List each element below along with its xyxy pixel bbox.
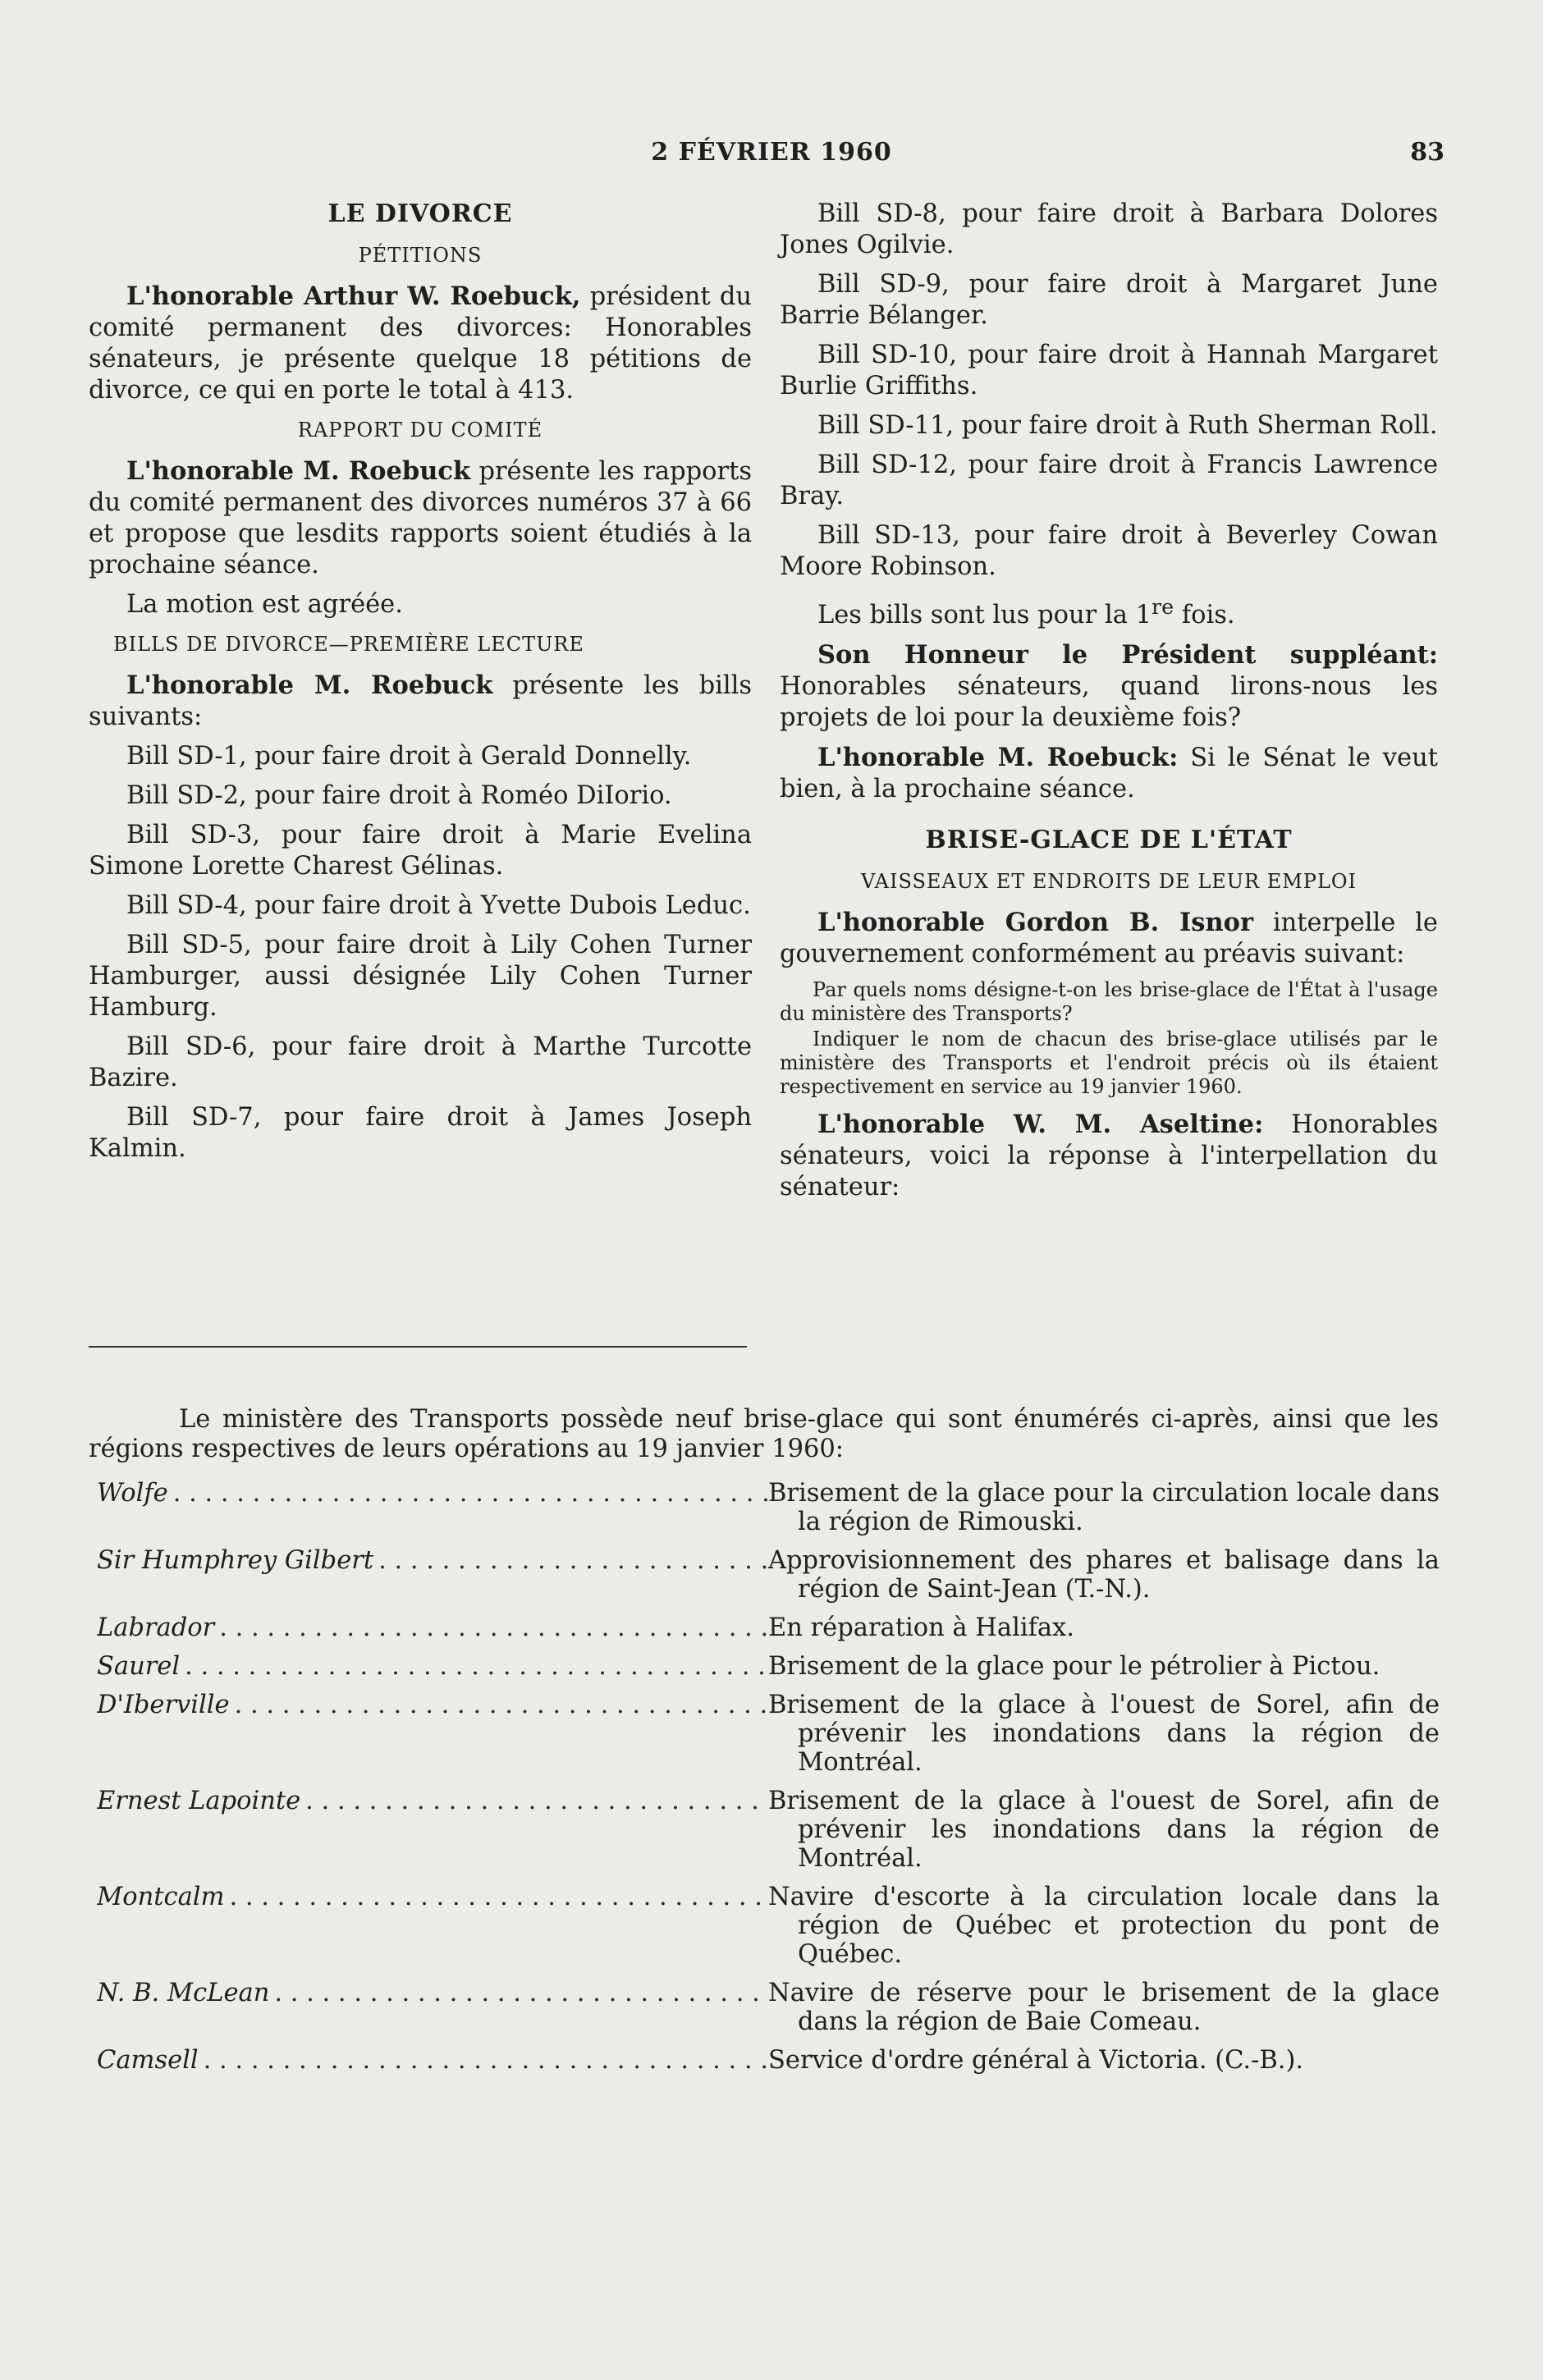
report-heading: RAPPORT DU COMITÉ: [297, 419, 543, 442]
icebreakers-subheading: VAISSEAUX ET ENDROITS DE LEUR EMPLOI: [860, 870, 1358, 894]
dot-leader: [378, 1546, 768, 1604]
speaker-name: Son Honneur le Président suppléant:: [817, 640, 1438, 671]
bills-intro-paragraph: [89, 670, 752, 733]
table-row: [97, 1652, 1440, 1681]
bill-item: Bill SD-2, pour faire droit à Roméo DiIorio.: [126, 781, 672, 810]
paragraph-text: Honorables sénateurs, voici la réponse à l'interpellation du sénateur:: [780, 1110, 1438, 1202]
bill-item: Bill SD-11, pour faire droit à Ruth Sherman Roll.: [817, 411, 1438, 440]
ship-cell: [97, 1479, 768, 1536]
table-row: [97, 1613, 1440, 1642]
ship-cell: [97, 1979, 768, 2036]
bill-item: Bill SD-6, pour faire droit à Marthe Turcotte Bazire.: [89, 1032, 752, 1092]
dot-leader: [305, 1787, 768, 1873]
ship-cell: [97, 2046, 768, 2075]
petitions-paragraph: [89, 281, 752, 406]
ship-name: N. B. McLean: [97, 1979, 270, 2007]
dot-leader: [173, 1479, 768, 1536]
paragraph-text: présente les bills suivants:: [89, 671, 753, 731]
paragraph-text: présente les rapports du comité permanent des divorces numéros 37 à 66 et propose que lesdits rapports soient étudiés à la prochaine séance.: [89, 457, 752, 579]
bills-heading: BILLS DE DIVORCE—PREMIÈRE LECTURE: [113, 633, 584, 656]
quote-paragraph: Indiquer le nom de chacun des brise-glace utilisés par le ministère des Transports et l'endroit précis où ils étaient respectivement en service au 19 janvier 1960.: [780, 1028, 1438, 1099]
ship-task: En réparation à Halifax.: [768, 1613, 1074, 1642]
section-title-icebreakers: BRISE-GLACE DE L'ÉTAT: [925, 826, 1293, 855]
dot-leader: [219, 1613, 768, 1642]
paragraph-text: président du comité permanent des divorces: Honorables sénateurs, je présente quelque 18 pétitions de divorce, ce qui en porte le total à 413.: [89, 282, 752, 405]
quote-paragraph: Par quels noms désigne-t-on les brise-glace de l'État à l'usage du ministère des Transports?: [780, 978, 1438, 1026]
first-reading-suffix: fois.: [1174, 601, 1235, 630]
ship-task: Navire d'escorte à la circulation locale dans la région de Québec et protection du pont de Québec.: [768, 1883, 1440, 1969]
ship-task: Brisement de la glace à l'ouest de Sorel, afin de prévenir les inondations dans la région de Montréal.: [768, 1691, 1440, 1777]
bill-item: Bill SD-13, pour faire droit à Beverley Cowan Moore Robinson.: [780, 521, 1438, 581]
table-row: [97, 1479, 1440, 1536]
speaker-name: L'honorable M. Roebuck:: [817, 743, 1179, 773]
notice-quote: [780, 978, 1438, 1099]
dot-leader: [185, 1652, 768, 1681]
bill-item: Bill SD-4, pour faire droit à Yvette Dubois Leduc.: [126, 891, 751, 920]
paragraph-text: Si le Sénat le veut bien, à la prochaine séance.: [780, 744, 1438, 804]
speaker-name: L'honorable M. Roebuck: [126, 456, 471, 486]
ship-name: Ernest Lapointe: [97, 1787, 301, 1815]
report-paragraph: [89, 455, 752, 581]
bill-item: Bill SD-3, pour faire droit à Marie Evelina Simone Lorette Charest Gélinas.: [89, 821, 752, 881]
table-row: [97, 1691, 1440, 1777]
ship-task: Brisement de la glace pour la circulation locale dans la région de Rimouski.: [768, 1479, 1440, 1536]
left-column: [89, 199, 752, 1173]
ship-task: Approvisionnement des phares et balisage dans la région de Saint-Jean (T.-N.).: [768, 1546, 1440, 1604]
ship-cell: [97, 1883, 768, 1969]
speaker-name: L'honorable W. M. Aseltine:: [817, 1110, 1264, 1140]
section-title-divorce: LE DIVORCE: [327, 199, 513, 228]
right-column: [780, 199, 1438, 1211]
ship-task: Brisement de la glace à l'ouest de Sorel, afin de prévenir les inondations dans la région de Montréal.: [768, 1787, 1440, 1873]
dot-leader: [204, 2046, 768, 2075]
table-row: [97, 1546, 1440, 1604]
ship-name: Sir Humphrey Gilbert: [97, 1546, 374, 1575]
icebreaker-table: [97, 1479, 1440, 2085]
motion-paragraph: La motion est agréée.: [126, 590, 403, 619]
ship-name: Labrador: [97, 1613, 215, 1642]
ship-name: D'Iberville: [97, 1691, 230, 1719]
page-header: [0, 138, 1543, 171]
first-reading-paragraph: [780, 591, 1438, 631]
speaker-name: L'honorable M. Roebuck: [126, 671, 493, 700]
ship-name: Montcalm: [97, 1883, 225, 1911]
bill-item: Bill SD-8, pour faire droit à Barbara Dolores Jones Ogilvie.: [780, 199, 1438, 259]
roebuck-reply-paragraph: [780, 742, 1438, 805]
ship-cell: [97, 1787, 768, 1873]
speaker-name: L'honorable Arthur W. Roebuck,: [126, 281, 581, 311]
ship-name: Wolfe: [97, 1479, 168, 1508]
section-divider: [89, 1346, 747, 1348]
ship-task: Navire de réserve pour le brisement de la glace dans la région de Baie Comeau.: [768, 1979, 1440, 2036]
bill-item: Bill SD-10, pour faire droit à Hannah Margaret Burlie Griffiths.: [780, 341, 1438, 400]
bill-item: Bill SD-12, pour faire droit à Francis Lawrence Bray.: [780, 451, 1438, 510]
first-reading-text: Les bills sont lus pour la 1: [817, 601, 1152, 630]
table-row: [97, 1883, 1440, 1969]
petitions-heading: PÉTITIONS: [358, 244, 483, 267]
dot-leader: [235, 1691, 768, 1777]
bill-item: Bill SD-5, pour faire droit à Lily Cohen Turner Hamburger, aussi désignée Lily Cohen Turner Hamburg.: [89, 931, 752, 1022]
ordinal-superscript: re: [1151, 594, 1174, 619]
page-number: 83: [1410, 138, 1445, 167]
answer-intro: Le ministère des Transports possède neuf brise-glace qui sont énumérés ci-après, ainsi que les régions respectives de leurs opérations au 19 janvier 1960:: [89, 1405, 1439, 1463]
ship-cell: [97, 1691, 768, 1777]
bill-item: Bill SD-9, pour faire droit à Margaret June Barrie Bélanger.: [780, 270, 1438, 330]
ship-name: Saurel: [97, 1652, 181, 1681]
isnor-paragraph: [780, 907, 1438, 970]
ship-cell: [97, 1546, 768, 1604]
paragraph-text: Honorables sénateurs, quand lirons-nous les projets de loi pour la deuxième fois?: [780, 672, 1438, 733]
ship-cell: [97, 1652, 768, 1681]
ship-task: Service d'ordre général à Victoria. (C.-B.).: [768, 2046, 1304, 2075]
speaker-name: L'honorable Gordon B. Isnor: [817, 908, 1254, 938]
speaker-question-paragraph: [780, 639, 1438, 734]
paragraph-text: interpelle le gouvernement conformément au préavis suivant:: [780, 909, 1438, 969]
bill-item: Bill SD-7, pour faire droit à James Joseph Kalmin.: [89, 1103, 752, 1163]
ship-task: Brisement de la glace pour le pétrolier à Pictou.: [768, 1652, 1380, 1681]
table-row: [97, 1979, 1440, 2036]
ship-cell: [97, 1613, 768, 1642]
dot-leader: [229, 1883, 768, 1969]
table-row: [97, 2046, 1440, 2075]
dot-leader: [274, 1979, 768, 2036]
header-date: 2 FÉVRIER 1960: [651, 138, 892, 167]
table-row: [97, 1787, 1440, 1873]
bill-item: Bill SD-1, pour faire droit à Gerald Donnelly.: [126, 742, 692, 771]
ship-name: Camsell: [97, 2046, 199, 2075]
aseltine-paragraph: [780, 1109, 1438, 1203]
